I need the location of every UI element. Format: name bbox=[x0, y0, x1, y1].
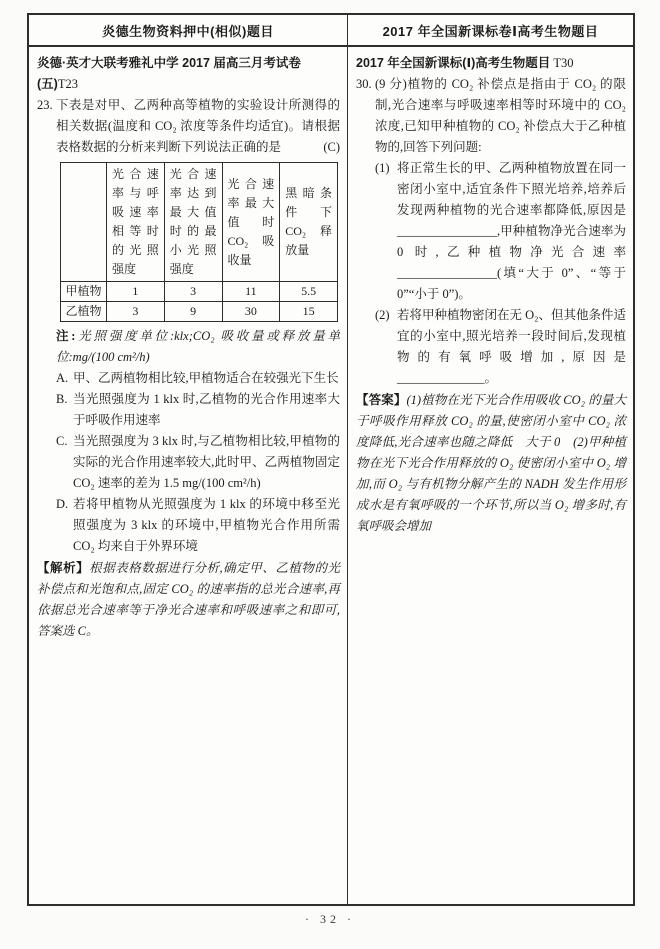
table-col-header: 光合速率与呼吸速率相等时的光照强度 bbox=[107, 163, 165, 282]
option-a-text: 甲、乙两植物相比较,甲植物适合在较强光下生长 bbox=[73, 371, 339, 385]
table-cell: 30 bbox=[222, 302, 280, 322]
table-row bbox=[61, 282, 338, 302]
table-cell: 5.5 bbox=[280, 282, 338, 302]
table-row-label: 甲植物 bbox=[61, 282, 107, 302]
table-corner-cell bbox=[61, 163, 107, 282]
sub-question-1-label: (1) bbox=[375, 161, 390, 175]
table-cell: 9 bbox=[164, 302, 222, 322]
option-c bbox=[56, 431, 340, 494]
question-23-number: 23. bbox=[37, 98, 53, 112]
question-23 bbox=[37, 95, 340, 557]
sub-question-2 bbox=[375, 305, 626, 389]
table-cell: 11 bbox=[222, 282, 280, 302]
question-30 bbox=[356, 74, 626, 389]
left-column bbox=[29, 47, 348, 904]
header-left-title: 炎德生物资料押中(相似)题目 bbox=[29, 15, 348, 45]
answer-paragraph bbox=[356, 390, 626, 537]
header-row bbox=[29, 15, 633, 47]
option-a bbox=[56, 368, 340, 389]
option-d bbox=[56, 494, 340, 557]
sub-question-1 bbox=[375, 158, 626, 305]
option-d-text: 若将甲植物从光照强度为 1 klx 的环境中移至光照强度为 3 klx 的环境中,甲植物光合作用所需 CO₂ 均来自于外界环境 bbox=[73, 497, 340, 553]
page-number: · 32 · bbox=[305, 912, 355, 926]
option-c-text: 当光照强度为 3 klx 时,与乙植物相比较,甲植物的实际的光合作用速率较大,此时甲、乙两植物固定 CO₂ 速率的差为 1.5 mg/(100 cm²/h) bbox=[73, 434, 340, 490]
table-cell: 3 bbox=[107, 302, 165, 322]
table-col-header: 光合速率达到最大值时的最小光照强度 bbox=[164, 163, 222, 282]
question-23-body bbox=[56, 95, 340, 557]
table-header-row bbox=[61, 163, 338, 282]
analysis-label: 【解析】 bbox=[37, 561, 90, 575]
table-cell: 15 bbox=[280, 302, 338, 322]
question-23-text: 下表是对甲、乙两种高等植物的实验设计所测得的相关数据(温度和 CO₂ 浓度等条件均适宜)。请根据表格数据的分析来判断下列说法正确的是 bbox=[56, 98, 340, 154]
answer-text: (1)植物在光下光合作用吸收 CO₂ 的量大于呼吸作用释放 CO₂ 的量,使密闭小室中 CO₂ 浓度降低,光合速率也随之降低 大于 0 (2)甲种植物在光下光合作用释放的 O₂ 使密闭小室中 O₂ 增加,而 O₂ 与有机物分解产生的 NADH 发生作用形成水是有氧呼吸的一个环节,所以当 O₂ 增多时,有氧呼吸会增加 bbox=[356, 393, 626, 533]
analysis-text: 根据表格数据进行分析,确定甲、乙植物的光补偿点和光饱和点,固定 CO₂ 的速率指的总光合速率,再依据总光合速率等于净光合速率和呼吸速率之和即可,答案选 C。 bbox=[37, 561, 340, 638]
option-b-label: B. bbox=[56, 392, 68, 406]
table-cell: 3 bbox=[164, 282, 222, 302]
right-column bbox=[348, 47, 633, 904]
question-30-body bbox=[375, 74, 626, 389]
sub-question-2-text: 若将甲种植物密闭在无 O₂、但其他条件适宜的小室中,照光培养一段时间后,发现植物的有氧呼吸增加,原因是______________。 bbox=[397, 308, 627, 385]
left-source-tag: T23 bbox=[57, 77, 78, 91]
table-row bbox=[61, 302, 338, 322]
option-b bbox=[56, 389, 340, 431]
table-row-label: 乙植物 bbox=[61, 302, 107, 322]
answer-label: 【答案】 bbox=[356, 393, 407, 407]
left-source-title: 炎德·英才大联考雅礼中学 2017 届高三月考试卷(五) bbox=[37, 56, 301, 91]
option-c-label: C. bbox=[56, 434, 68, 448]
note-label: 注: bbox=[56, 329, 76, 343]
header-right-title: 2017 年全国新课标卷Ⅰ高考生物题目 bbox=[382, 23, 599, 39]
table-col-header: 黑暗条件下 CO₂ 释放量 bbox=[280, 163, 338, 282]
right-source-title: 2017 年全国新课标(Ⅰ)高考生物题目 bbox=[356, 56, 551, 70]
experiment-data-table bbox=[60, 162, 338, 322]
analysis-paragraph bbox=[37, 558, 340, 642]
option-b-text: 当光照强度为 1 klx 时,乙植物的光合作用速率大于呼吸作用速率 bbox=[73, 392, 340, 427]
sub-question-2-label: (2) bbox=[375, 308, 390, 322]
right-source-tag: T30 bbox=[550, 56, 574, 70]
sub-question-1-text: 将正常生长的甲、乙两种植物放置在同一密闭小室中,适宜条件下照光培养,培养后发现两种植物的光合速率都降低,原因是________________,甲种植物净光合速率为 0 时,乙种植物净光合速率________________(填“大于 0”、“等于 0”“小于 0”)。 bbox=[397, 161, 626, 301]
table-note bbox=[56, 326, 340, 368]
right-source-line bbox=[356, 53, 626, 74]
table-cell: 1 bbox=[107, 282, 165, 302]
question-30-intro: (9 分)植物的 CO₂ 补偿点是指由于 CO₂ 的限制,光合速率与呼吸速率相等时环境中的 CO₂ 浓度,已知甲种植物的 CO₂ 补偿点大于乙种植物的,回答下列问题: bbox=[375, 77, 626, 154]
exam-comparison-sheet bbox=[27, 13, 635, 906]
table-col-header: 光合速率最大值时 CO₂ 吸收量 bbox=[222, 163, 280, 282]
option-a-label: A. bbox=[56, 371, 69, 385]
content-columns bbox=[29, 47, 633, 904]
option-d-label: D. bbox=[56, 497, 69, 511]
note-text: 光照强度单位:klx;CO₂ 吸收量或释放量单位:mg/(100 cm²/h) bbox=[56, 329, 340, 364]
left-source-line bbox=[37, 53, 340, 95]
question-30-number: 30. bbox=[356, 77, 372, 91]
question-23-answer-letter: (C) bbox=[323, 140, 340, 154]
